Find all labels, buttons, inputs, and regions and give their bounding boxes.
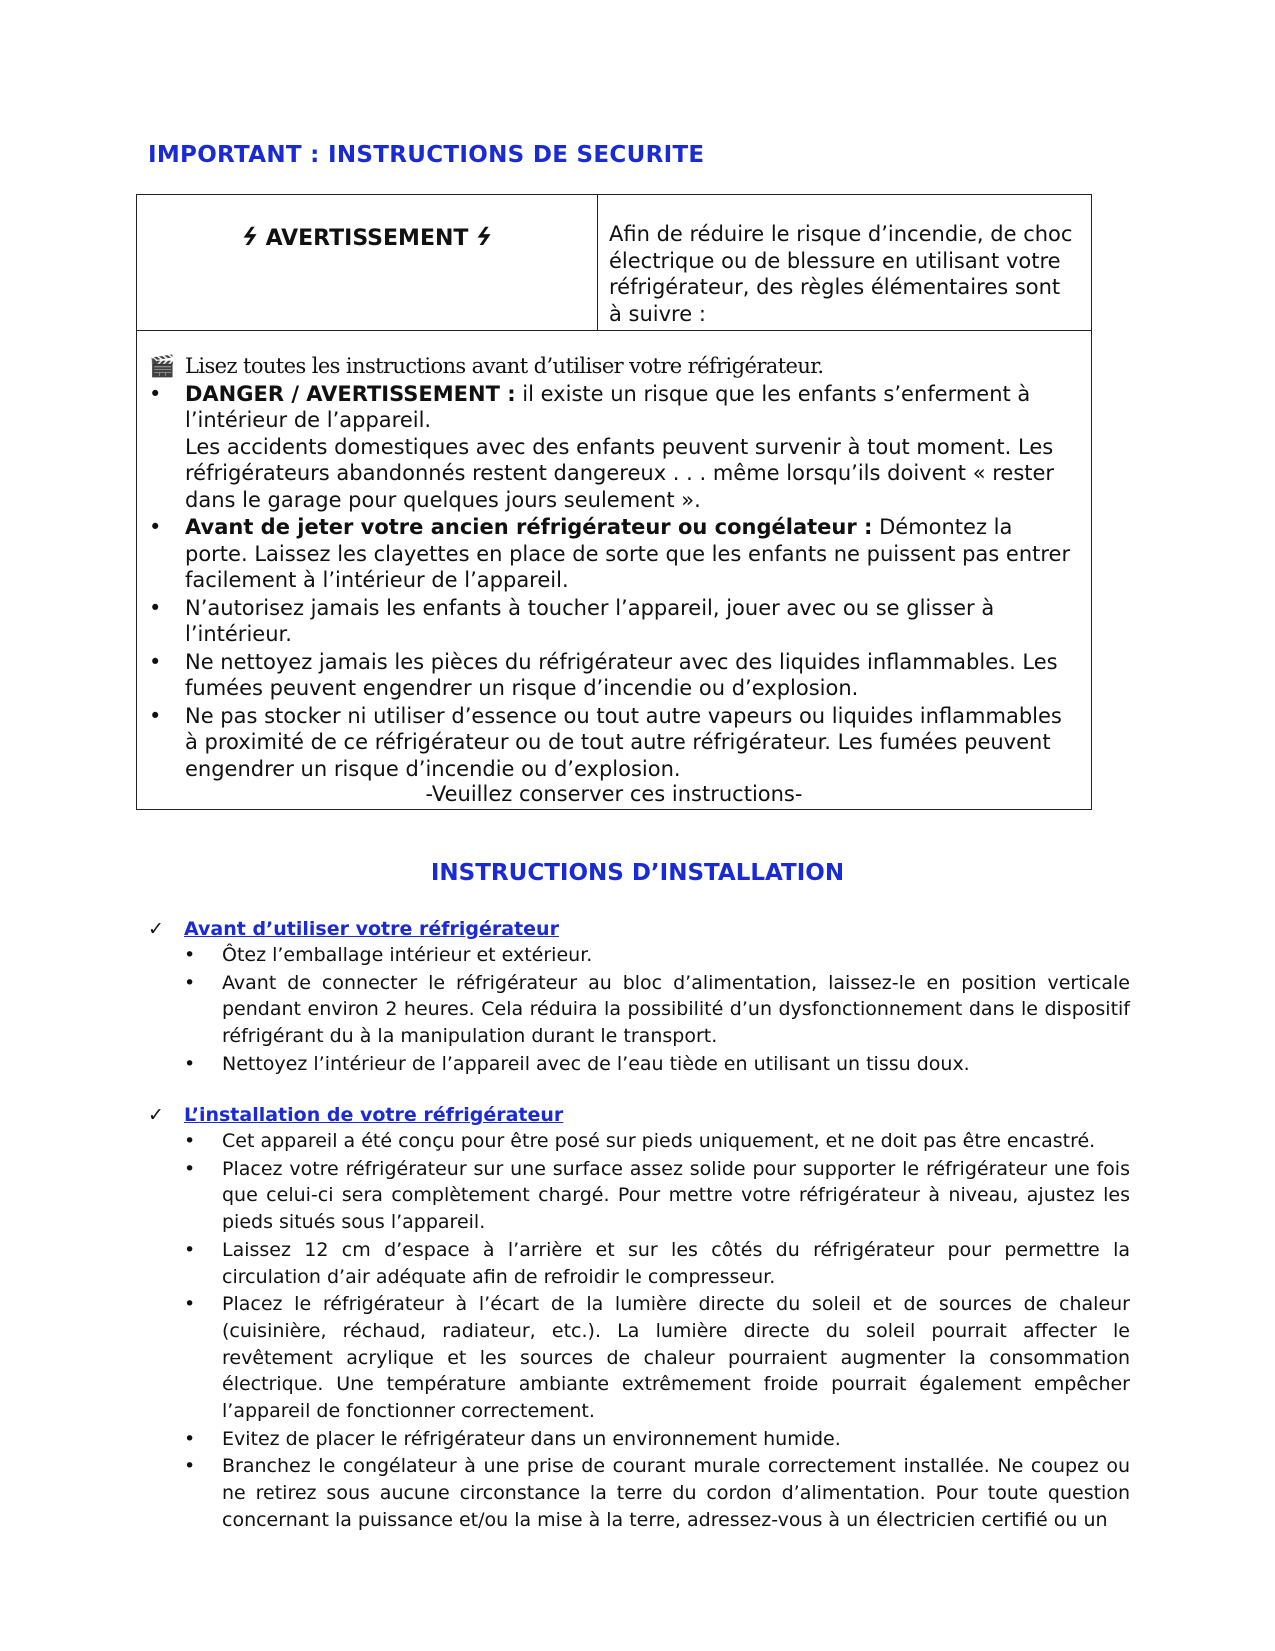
list-item <box>178 1291 1130 1425</box>
item-text: Avant de connecter le réfrigérateur au bloc d’alimentation, laissez-le en position verticale pendant environ 2 heures. Cela réduira la possibilité d’un dysfonctionnement dans le dispositif réfrigérant du à la manipulation durant le transport. <box>222 971 1130 1048</box>
checkmark-icon: ✓ <box>148 918 164 940</box>
list-item <box>178 1453 1130 1533</box>
item-text: Placez le réfrigérateur à l’écart de la lumière directe du soleil et de sources de chaleur (cuisinière, réchaud, radiateur, etc.). La lumière directe du soleil pourrait affecter le revêtement acrylique et les sources de chaleur pourraient augmenter la consommation électrique. Une température ambiante extrêmement froide pourrait également empêcher l’appareil de fonctionner correctement. <box>222 1293 1130 1423</box>
section-heading <box>148 1104 563 1126</box>
safety-title: IMPORTANT : INSTRUCTIONS DE SECURITE <box>148 142 705 168</box>
section-list <box>178 942 1130 1079</box>
safety-list <box>149 353 1079 783</box>
list-item <box>149 353 1079 380</box>
bullet-icon: • <box>184 971 196 994</box>
section-list <box>178 1128 1130 1535</box>
safety-box <box>136 194 1092 810</box>
item-text: il existe un risque que les enfants s’enferment à l’intérieur de l’appareil. <box>185 381 1031 432</box>
bullet-icon: • <box>184 1427 196 1450</box>
list-item <box>178 942 1130 969</box>
bullet-icon: • <box>184 1293 196 1316</box>
item-text: Ôtez l’emballage intérieur et extérieur. <box>222 944 593 966</box>
bullet-icon: • <box>149 703 162 728</box>
installation-title: INSTRUCTIONS D’INSTALLATION <box>430 860 845 886</box>
bullet-icon: • <box>149 649 162 674</box>
item-text: Ne pas stocker ni utiliser d’essence ou tout autre vapeurs ou liquides inflammables à proximité de ce réfrigérateur ou de tout autre réfrigérateur. Les fumées peuvent engendrer un risque d’incendie ou d’explosion. <box>185 703 1062 781</box>
read-all-text: Lisez toutes les instructions avant d’utiliser votre réfrigérateur. <box>185 354 824 378</box>
lightning-icon: ϟ <box>239 223 261 251</box>
list-item <box>178 1128 1130 1155</box>
keep-instructions: -Veuillez conserver ces instructions- <box>425 782 803 806</box>
list-item <box>149 703 1079 783</box>
bullet-icon: • <box>184 1455 196 1478</box>
bullet-icon: • <box>184 1238 196 1261</box>
list-item <box>178 1156 1130 1236</box>
item-extra: Les accidents domestiques avec des enfants peuvent survenir à tout moment. Les réfrigérateurs abandonnés restent dangereux . . . même lorsqu’ils doivent « rester dans le garage pour quelques jours seulement ». <box>185 434 1055 512</box>
bullet-icon: • <box>184 1052 196 1075</box>
warning-label: AVERTISSEMENT <box>265 226 469 251</box>
item-text: Evitez de placer le réfrigérateur dans un environnement humide. <box>222 1427 841 1450</box>
item-text: Cet appareil a été conçu pour être posé sur pieds uniquement, et ne doit pas être encastré. <box>222 1130 1096 1152</box>
section-link[interactable]: L’installation de votre réfrigérateur <box>184 1104 564 1126</box>
list-item <box>178 970 1130 1050</box>
list-item <box>149 595 1079 648</box>
list-item <box>149 514 1079 594</box>
bullet-icon: • <box>184 1130 196 1152</box>
item-text: Nettoyez l’intérieur de l’appareil avec de l’eau tiède en utilisant un tissu doux. <box>222 1052 970 1075</box>
list-item <box>178 1237 1130 1290</box>
bullet-icon: • <box>149 595 162 620</box>
item-bold: Avant de jeter votre ancien réfrigérateur ou congélateur : <box>185 515 873 539</box>
list-item <box>178 1051 1130 1078</box>
bullet-icon: • <box>149 381 162 406</box>
warning-heading <box>137 223 597 251</box>
lightning-icon: ϟ <box>473 223 495 251</box>
item-text: N’autorisez jamais les enfants à toucher l’appareil, jouer avec ou se glisser à l’intérieur. <box>185 595 995 646</box>
item-text: Laissez 12 cm d’espace à l’arrière et sur les côtés du réfrigérateur pour permettre la circulation d’air adéquate afin de refroidir le compresseur. <box>222 1238 1130 1288</box>
item-text: Placez votre réfrigérateur sur une surface assez solide pour supporter le réfrigérateur une fois que celui-ci sera complètement chargé. Pour mettre votre réfrigérateur à niveau, ajustez les pieds situés sous l’appareil. <box>222 1157 1130 1234</box>
checkmark-icon: ✓ <box>148 1104 164 1126</box>
bullet-icon: • <box>184 944 196 966</box>
item-text: Démontez la porte. Laissez les clayettes en place de sorte que les enfants ne puissent pas entrer facilement à l’intérieur de l’appareil. <box>185 515 1071 592</box>
item-bold: DANGER / AVERTISSEMENT : <box>185 381 516 406</box>
bullet-icon: • <box>184 1157 196 1180</box>
item-text: Branchez le congélateur à une prise de courant murale correctement installée. Ne coupez ou ne retirez sous aucune circonstance la terre du cordon d’alimentation. Pour toute question concernant la puissance et/ou la mise à la terre, adressez-vous à un électricien certifié ou un <box>222 1455 1130 1531</box>
list-item <box>178 1426 1130 1453</box>
clapper-icon: 🎬 <box>149 354 176 378</box>
list-item <box>149 649 1079 702</box>
bullet-icon: • <box>149 515 162 539</box>
item-text: Ne nettoyez jamais les pièces du réfrigérateur avec des liquides inflammables. Les fumées peuvent engendrer un risque d’incendie ou d’explosion. <box>185 649 1058 700</box>
section-heading <box>148 918 559 940</box>
list-item <box>149 381 1079 514</box>
section-link[interactable]: Avant d’utiliser votre réfrigérateur <box>184 918 559 940</box>
warning-text: Afin de réduire le risque d’incendie, de choc électrique ou de blessure en utilisant votre réfrigérateur, des règles élémentaires sont à suivre : <box>609 222 1073 326</box>
table-divider <box>597 195 598 330</box>
